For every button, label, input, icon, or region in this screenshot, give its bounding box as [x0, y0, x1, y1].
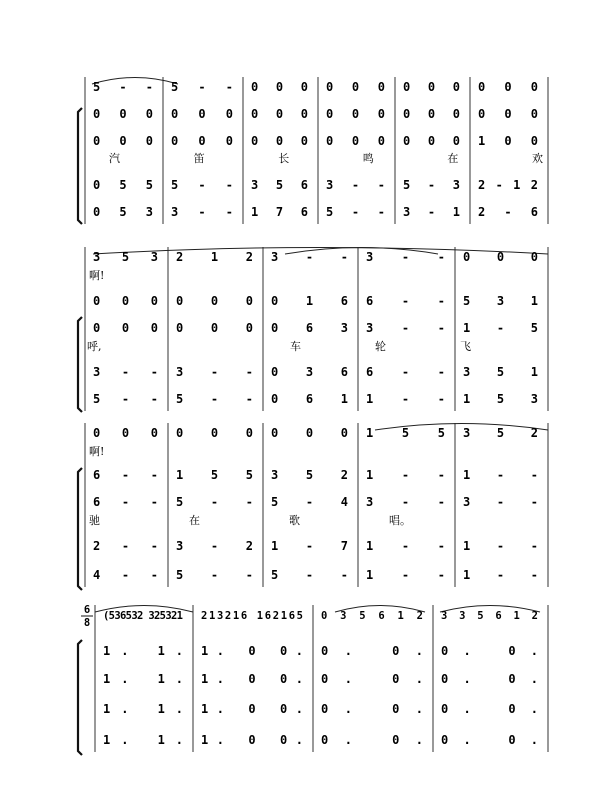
measure-notes: 0 6 3	[271, 321, 348, 335]
measure-notes: 5 3 1	[463, 294, 538, 308]
measure-notes: 1 5 3	[463, 392, 538, 406]
measure-notes: 1 - -	[366, 539, 445, 553]
measure-notes: 3 5 6	[251, 178, 308, 192]
measure-notes: 1. 1.	[103, 672, 183, 686]
measure-notes: 1 0 0	[478, 134, 538, 148]
measure-notes: 0. 0.	[441, 672, 538, 686]
measure-notes: 1 - -	[463, 568, 538, 582]
measure-notes: 6 - -	[366, 294, 445, 308]
lyric-syllable: 轮	[375, 340, 386, 353]
measure-notes: (536532 325321	[103, 610, 183, 622]
measure-notes: 5 - -	[271, 568, 348, 582]
measure-notes: 3 - -	[93, 365, 158, 379]
measure-notes: 0 0 0	[271, 426, 348, 440]
measure-notes: 0 0 0	[463, 250, 538, 264]
measure-notes: 0 0 0	[176, 294, 253, 308]
measure-notes: 1. 0 0.	[201, 644, 303, 658]
measure-notes: 0 0 0	[478, 80, 538, 94]
measure-notes: 3 5 3	[93, 250, 158, 264]
time-sig-denominator: 8	[83, 617, 91, 629]
measure-notes: 2 - -	[93, 539, 158, 553]
measure-notes: 5 - -	[176, 392, 253, 406]
measure-notes: 1 - 5	[463, 321, 538, 335]
measure-notes: 4 - -	[93, 568, 158, 582]
measure-notes: 5 - 4	[271, 495, 348, 509]
measure-notes: 0 0 0	[403, 107, 460, 121]
lyric-syllable: 唱。	[389, 514, 411, 527]
system-bracket	[78, 640, 82, 755]
score-system	[78, 423, 548, 590]
lyric-syllable: 汽	[109, 152, 120, 165]
measure-notes: 1 - -	[463, 468, 538, 482]
measure-notes: 3 - -	[366, 495, 445, 509]
score-system	[78, 77, 548, 224]
measure-notes: 0. 0.	[441, 702, 538, 716]
measure-notes: 0 5 5	[93, 178, 153, 192]
lyric-syllable: 笛	[193, 152, 205, 165]
measure-notes: 5 - -	[171, 80, 233, 94]
time-signature	[81, 604, 93, 629]
measure-notes: 6 - -	[93, 468, 158, 482]
measure-notes: 0 5 3	[93, 205, 153, 219]
measure-notes: 1 - -	[366, 392, 445, 406]
measure-notes: 0. 0.	[441, 733, 538, 747]
measure-notes: 2 - 6	[478, 205, 538, 219]
measure-notes: 3 - -	[366, 250, 445, 264]
measure-notes: 0 0 0	[326, 134, 385, 148]
measure-notes: 0. 0.	[321, 644, 423, 658]
measure-notes: 1 - -	[366, 468, 445, 482]
measure-notes: 0. 0.	[321, 702, 423, 716]
measure-notes: 0 0 0	[478, 107, 538, 121]
measure-notes: 5 - -	[176, 568, 253, 582]
measure-notes: 0 1 6	[271, 294, 348, 308]
measure-notes: 3 - 2	[176, 539, 253, 553]
measure-notes: 5 - -	[93, 80, 153, 94]
measure-notes: 6 - -	[366, 365, 445, 379]
measure-notes: 0 0 0	[171, 134, 233, 148]
measure-notes: 1 5 5	[366, 426, 445, 440]
measure-notes: 3 - -	[463, 495, 538, 509]
measure-notes: 1. 1.	[103, 644, 183, 658]
measure-notes: 0. 0.	[321, 672, 423, 686]
measure-notes: 3 5 2	[271, 468, 348, 482]
measure-notes: 0 0 0	[93, 321, 158, 335]
measure-notes: 5 - -	[176, 495, 253, 509]
measure-notes: 5 - -	[171, 178, 233, 192]
measure-notes: 213216 162165	[201, 610, 303, 622]
measure-notes: 2 1 2	[176, 250, 253, 264]
measure-notes: 0 0 0	[251, 107, 308, 121]
lyric-syllable: 长	[278, 152, 290, 165]
measure-notes: 5 - -	[93, 392, 158, 406]
lyric-syllable: 啊!	[89, 269, 105, 282]
system-bracket	[78, 108, 82, 224]
measure-notes: 0 0 0	[93, 426, 158, 440]
measure-notes: 3 - -	[271, 250, 348, 264]
measure-notes: 0 0 0	[403, 80, 460, 94]
measure-notes: 3 3 5 6 1 2	[441, 610, 538, 622]
measure-notes: 1 5 5	[176, 468, 253, 482]
lyric-syllable: 飞	[460, 340, 471, 353]
measure-notes: 3 - -	[176, 365, 253, 379]
measure-notes: 0 0 0	[251, 134, 308, 148]
measure-notes: 3 - -	[326, 178, 385, 192]
measure-notes: 1. 0 0.	[201, 733, 303, 747]
measure-notes: 0 0 0	[171, 107, 233, 121]
measure-notes: 6 - -	[93, 495, 158, 509]
measure-notes: 3 5 2	[463, 426, 538, 440]
lyric-syllable: 欢	[532, 152, 543, 165]
measure-notes: 0 0 0	[93, 107, 153, 121]
lyric-syllable: 歌	[289, 514, 300, 527]
measure-notes: 1. 1.	[103, 733, 183, 747]
measure-notes: 0 0 0	[251, 80, 308, 94]
lyric-syllable: 鸣	[362, 152, 374, 165]
measure-notes: 2 - 1 2	[478, 178, 538, 192]
measure-notes: 1. 1.	[103, 702, 183, 716]
lyric-syllable: 呼,	[87, 340, 102, 353]
measure-notes: 0 0 0	[326, 80, 385, 94]
lyric-syllable: 车	[290, 340, 301, 353]
measure-notes: 3 5 1	[463, 365, 538, 379]
measure-notes: 1. 0 0.	[201, 702, 303, 716]
measure-notes: 5 - -	[326, 205, 385, 219]
measure-notes: 0 0 0	[93, 294, 158, 308]
score-system	[78, 604, 548, 755]
score-system	[78, 247, 548, 412]
measure-notes: 3 - -	[171, 205, 233, 219]
measure-notes: 5 - 3	[403, 178, 460, 192]
system-bracket	[78, 317, 82, 412]
measure-notes: 0 0 0	[326, 107, 385, 121]
measure-notes: 0 0 0	[176, 426, 253, 440]
measure-notes: 0. 0.	[441, 644, 538, 658]
time-sig-numerator: 6	[83, 604, 91, 616]
measure-notes: 3 - -	[366, 321, 445, 335]
measure-notes: 0 3 6	[271, 365, 348, 379]
lyric-syllable: 在	[447, 152, 459, 165]
measure-notes: 0 0 0	[93, 134, 153, 148]
lyric-syllable: 驰	[89, 514, 100, 527]
lyric-syllable: 在	[189, 514, 200, 527]
measure-notes: 3 - 1	[403, 205, 460, 219]
measure-notes: 1 - 7	[271, 539, 348, 553]
measure-notes: 0 0 0	[403, 134, 460, 148]
lyric-syllable: 啊!	[89, 445, 105, 458]
measure-notes: 1 - -	[366, 568, 445, 582]
measure-notes: 1 - -	[463, 539, 538, 553]
system-bracket	[78, 468, 82, 590]
measure-notes: 1 7 6	[251, 205, 308, 219]
measure-notes: 0. 0.	[321, 733, 423, 747]
measure-notes: 1. 0 0.	[201, 672, 303, 686]
measure-notes: 0 6 1	[271, 392, 348, 406]
measure-notes: 0 3 5 6 1 2	[321, 610, 423, 622]
measure-notes: 0 0 0	[176, 321, 253, 335]
